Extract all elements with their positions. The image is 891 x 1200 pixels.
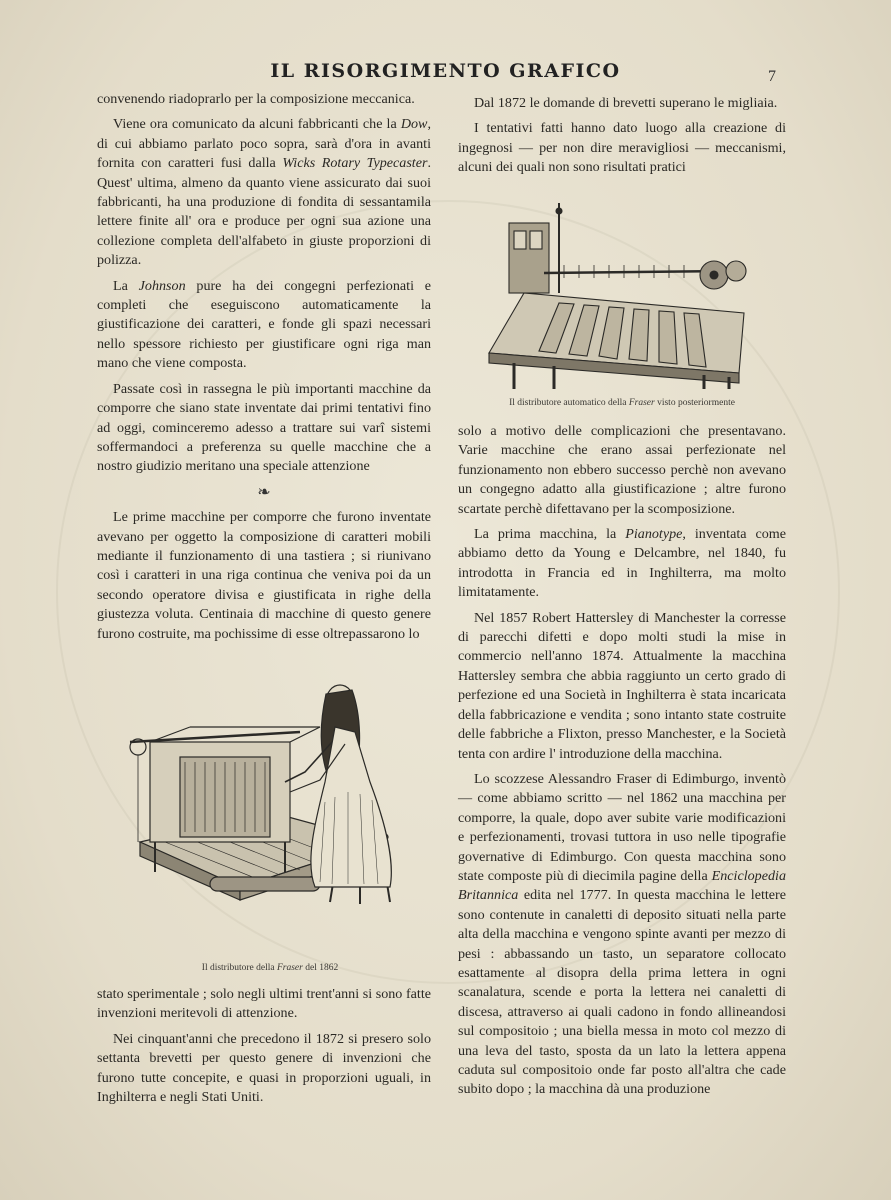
paragraph: Passate così in rassegna le più importanti macchine da comporre che siano state inventate dai primi tentativi fino ad oggi, cominceremo adesso a trattare sui varî sistemi soffermandoci a preferenza su quelle macchine che a nostro giudizio meritano una speciale attenzione — [97, 380, 431, 475]
page-number: 7 — [768, 68, 776, 85]
machine-name: Johnson — [138, 277, 186, 294]
paragraph: La prima macchina, la Pianotype, inventata come abbiamo detto da Young e Delcambre, nel 1840, fu introdotta in Francia ed in Inghilterra, ma molto limitatamente. — [458, 526, 786, 601]
paragraph: stato sperimentale ; solo negli ultimi trent'anni si sono fatte invenzioni meritevoli di attenzione. — [97, 986, 431, 1022]
publication-name: Enciclopedia Britannica — [458, 867, 786, 904]
machine-name: Dow — [400, 116, 428, 133]
right-column-top — [458, 94, 786, 184]
paragraph: Nel 1857 Robert Hattersley di Manchester la corresse di parecchi difetti e dopo molti studi la mise in commercio nell'anno 1874. Attualmente la macchina Hattersley sembra che abbia raggiunto un certo grado di perfezione ed una Società in Inghilterra è stata incaricata della fabbricazione e vendita ; sono intanto state costruite delle fabbriche a Flixton, presso Manchester, e la Società tenta con ardire l' introduzione della macchina. — [458, 609, 786, 762]
paragraph: La Johnson pure ha dei congegni perfezionati e completi che eseguiscono automaticamente la giustificazione dei caratteri, e fonde gli spazi necessari nello spessore richiesto per giustificare ogni riga man mano che viene composta. — [97, 277, 432, 372]
machine-name: Pianotype — [625, 526, 683, 543]
leaf-ornament-icon: ❧ — [257, 483, 271, 501]
paragraph: convenendo riadoprarlo per la composizione meccanica. — [97, 91, 415, 107]
paragraph: Viene ora comunicato da alcuni fabbricanti che la Dow, di cui abbiamo parlato poco sopra, sarà d'ora in avanti fornita con caratteri fusi dalla Wicks Rotary Typecaster. Quest' ultima, almeno da quanto viene assicurato dai suoi fabbricanti, ha una produzione di fondita di sessantamila lettere finite all' ora e produce per ogni sua azione una collezione completa dell'alfabeto in giuste proporzioni di polizza. — [97, 116, 431, 269]
left-column-bottom — [97, 985, 431, 1113]
paragraph: Dal 1872 le domande di brevetti superano le migliaia. — [474, 95, 778, 111]
paragraph: I tentativi fatti hanno dato luogo alla creazione di ingegnosi — per non dire meravigliosi — meccanismi, alcuni dei quali non sono risultati pratici — [458, 120, 786, 176]
machine-name: Wicks Rotary Typecaster — [282, 155, 428, 172]
figure-caption: Il distributore della Fraser del 1862 — [201, 963, 339, 973]
paragraph: Nei cinquant'anni che precedono il 1872 si presero solo settanta brevetti per questo genere di invenzioni che furono tutte concepite, e quasi in proporzioni uguali, in Inghilterra e negli Stati Uniti. — [97, 1030, 431, 1106]
figure-caption: Il distributore automatico della Fraser visto posteriormente — [509, 398, 735, 408]
fraser-distributor-illustration — [120, 672, 420, 952]
paragraph: Lo scozzese Alessandro Fraser di Edimburgo, inventò — come abbiamo scritto — nel 1862 una macchina per comporre, la quale, dopo aver subite varie modificazioni e perfezionamenti, trovasi tuttora in uso nelle tipografie governative di Edimburgo. Con questa macchina sono state composte più di diecimila pagine della Enciclopedia Britannica edita nel 1777. In questa macchina le lettere sono contenute in canaletti di deposito situati nella parte alta della macchina e vengono spinte avanti per mezzo di pesi : abbassando un tasto, un separatore collocato esattamente al disopra della prima lettera in ogni scanalatura, scende e porta la lettera nei canaletti di discesa, attraverso ai quali cadono in fondo allineandosi sul compositoio ; una biella messa in moto col mezzo di una leva del tasto, sposta da un lato la lettera appena caduta sul compositoio onde far posto all'altra che cade subito dopo ; la macchina dà una produzione — [458, 770, 786, 1098]
automatic-distributor-illustration — [484, 203, 754, 391]
paragraph: Le prime macchine per comporre che furono inventate avevano per oggetto la composizione di caratteri mobili mediante il funzionamento di una tastiera ; si riunivano così i caratteri in una riga continua che veniva poi da un secondo operatore divisa e giustificata in righe della giustezza voluta. Centinaia di macchine di questo genere furono costruite, ma pochissime di esse oltrepassarono lo — [97, 509, 431, 642]
right-column-bottom — [458, 422, 786, 1106]
left-column-top — [97, 90, 431, 650]
paragraph: solo a motivo delle complicazioni che presentavano. Varie macchine che erano assai perfezionate nel funzionamento non ebbero successo perchè non avevano un congegno adatto alla giustificazione ; altre furono scartate perchè difettavano per la scomposizione. — [458, 423, 786, 517]
running-title: IL RISORGIMENTO GRAFICO — [270, 60, 621, 82]
